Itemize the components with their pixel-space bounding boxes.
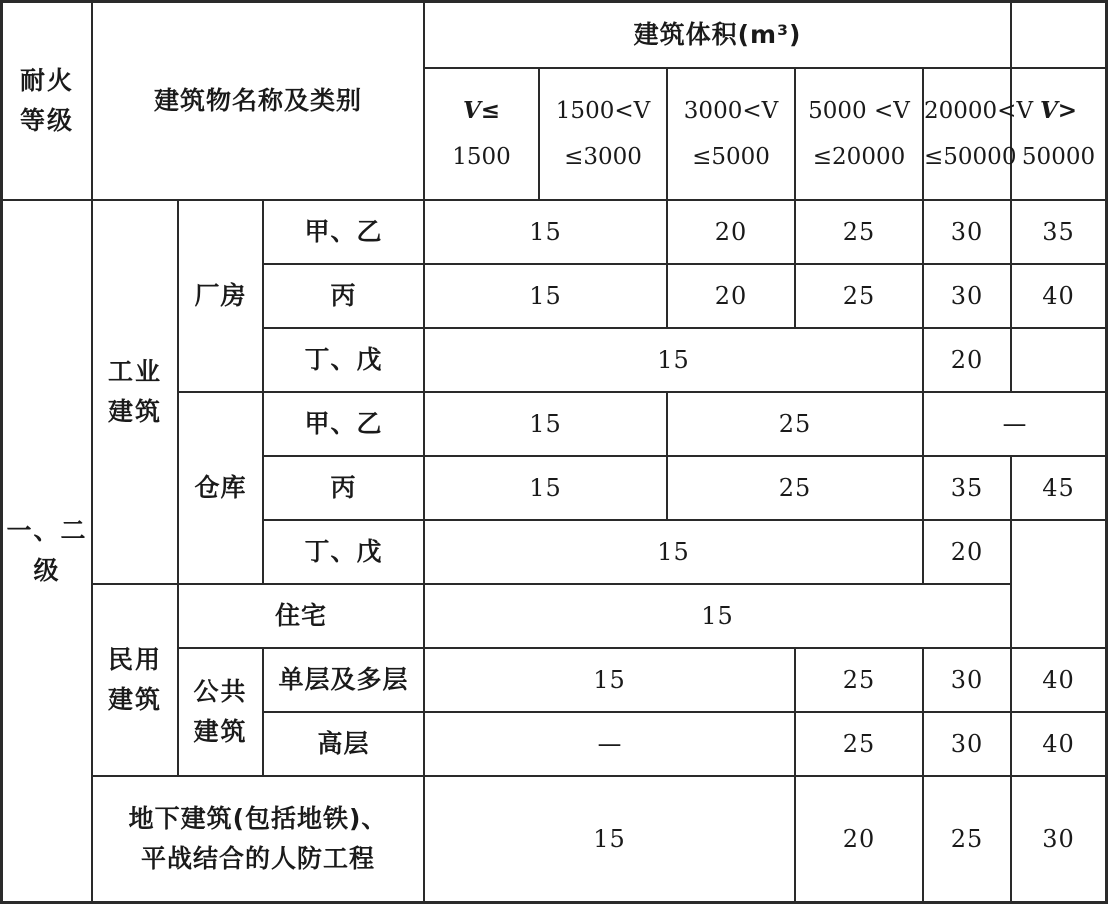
table-cell: — [424,712,795,776]
header-building-name-category: 建筑物名称及类别 [92,2,424,200]
table-cell: 20 [923,520,1011,584]
table-cell: 20 [667,200,795,264]
range-4-line1: 5000 <V [808,98,910,124]
table-cell: 30 [1011,776,1106,902]
table-cell: 40 [1011,648,1106,712]
public-line2: 建筑 [193,717,248,746]
row-label: 高层 [263,712,424,776]
header-fire-grade-line1: 耐火 [19,66,74,95]
industrial-line2: 建筑 [107,397,162,426]
industrial-building-cell [92,200,178,584]
industrial-line1: 工业 [107,357,162,386]
table-cell: 15 [424,392,667,456]
header-fire-resistance-grade [2,2,92,200]
row-label: 丁、戊 [263,328,424,392]
civil-line1: 民用 [107,645,162,674]
range-1-line1: V≤ [462,97,501,124]
range-3-line2: ≤5000 [692,144,770,170]
table-cell: 35 [923,456,1011,520]
table-cell: 25 [667,392,923,456]
table-cell: 25 [795,200,923,264]
table-cell: 20 [795,776,923,902]
header-range-1 [424,68,539,200]
table-cell: 15 [424,200,667,264]
header-fire-grade-line2: 等级 [19,106,74,135]
grade-line2: 级 [33,556,61,585]
range-1-line2: 1500 [452,144,511,170]
table-cell: 15 [424,776,795,902]
table-cell: 40 [1011,712,1106,776]
civil-building-cell [92,584,178,776]
fire-hydrant-flow-table [1,1,1107,903]
header-range-6 [1011,68,1106,200]
table-cell: 15 [424,648,795,712]
row-label: 丙 [263,264,424,328]
header-building-volume: 建筑体积(m³) [424,2,1011,68]
range-2-line2: ≤3000 [564,144,642,170]
table-cell: 25 [795,648,923,712]
range-6-line2: 50000 [1021,144,1096,170]
table-cell: 30 [923,264,1011,328]
range-5-line2: ≤50000 [924,144,1017,170]
row-label: 单层及多层 [263,648,424,712]
row-label: 甲、乙 [263,200,424,264]
public-line1: 公共 [193,677,248,706]
table-cell: 25 [795,264,923,328]
header-range-3 [667,68,795,200]
table-row [2,776,1106,902]
underground-line1: 地下建筑(包括地铁)、 [128,804,388,833]
table-cell: 30 [923,648,1011,712]
table-cell: 20 [667,264,795,328]
row-label: 丙 [263,456,424,520]
table-cell: 25 [667,456,923,520]
table-row [2,584,1106,648]
table-cell: 20 [923,328,1011,392]
header-range-2 [539,68,667,200]
civil-line2: 建筑 [107,685,162,714]
table-cell: 25 [795,712,923,776]
table-cell: 15 [424,520,923,584]
row-label: 住宅 [178,584,424,648]
range-2-line1: 1500<V [555,98,651,124]
row-label: 丁、戊 [263,520,424,584]
factory-cell: 厂房 [178,200,263,392]
table-row [2,200,1106,264]
table-cell: 30 [923,200,1011,264]
range-4-line2: ≤20000 [812,144,906,170]
table-cell: 45 [1011,456,1106,520]
underground-line2: 平战结合的人防工程 [141,844,376,873]
table-cell: 40 [1011,264,1106,328]
table-cell: 30 [923,712,1011,776]
range-3-line1: 3000<V [683,98,779,124]
table-cell: 15 [424,584,1011,648]
range-5-line1: 20000<V [924,98,1034,124]
table-cell: 25 [923,776,1011,902]
grade-cell [2,200,92,902]
range-6-line1: V> [1039,97,1078,124]
row-label: 甲、乙 [263,392,424,456]
table-cell: 15 [424,264,667,328]
header-range-5 [923,68,1034,200]
table-cell: 15 [424,456,667,520]
table-cell: — [923,392,1106,456]
header-range-4 [795,68,923,200]
grade-line1: 一、二 [6,516,88,545]
table-cell: 35 [1011,200,1106,264]
public-building-cell [178,648,263,776]
underground-cell [92,776,424,902]
warehouse-cell: 仓库 [178,392,263,584]
table-cell: 15 [424,328,923,392]
